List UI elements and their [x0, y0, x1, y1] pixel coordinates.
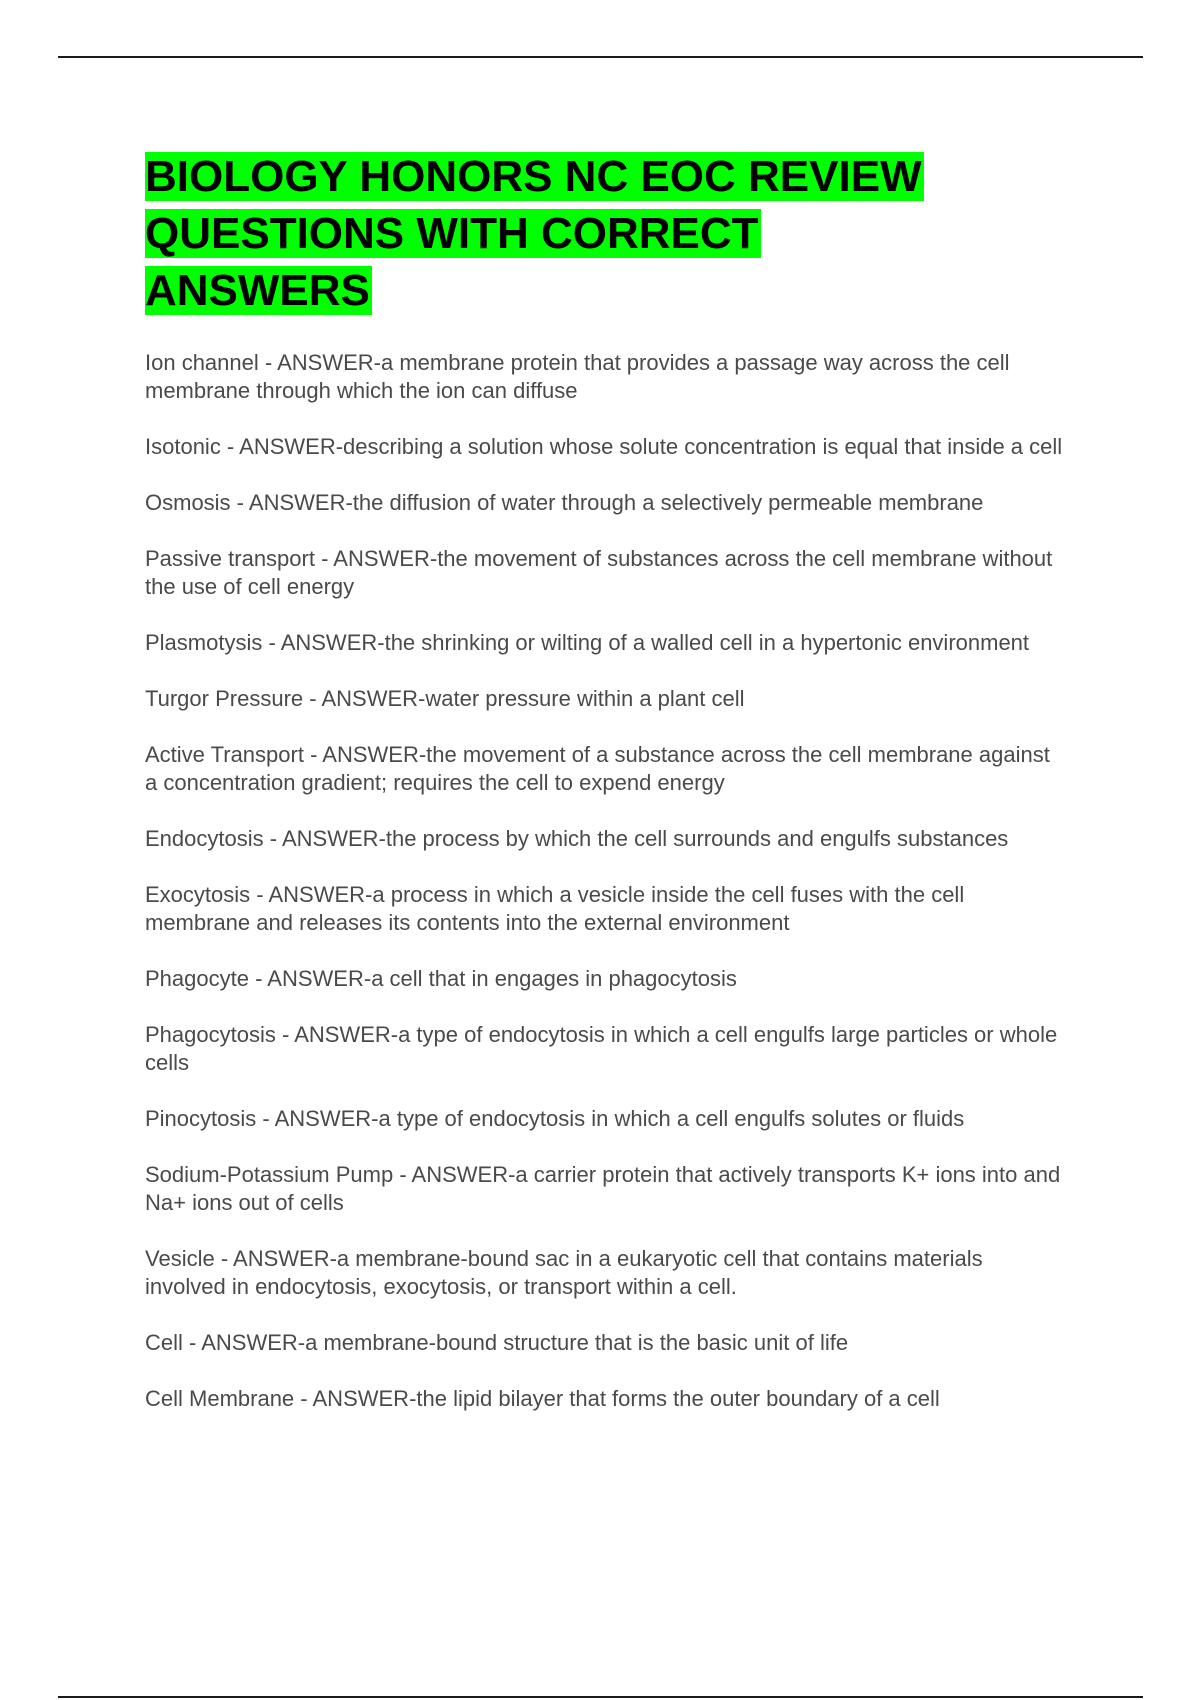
title-line-3: ANSWERS: [145, 266, 370, 315]
term-entry-turgor-pressure: Turgor Pressure - ANSWER-water pressure within a plant cell: [145, 686, 745, 711]
term-entry-exocytosis: Exocytosis - ANSWER-a process in which a vesicle inside the cell fuses with the cell membrane and releases its contents into the external environment: [145, 882, 965, 935]
term-entry-cell-membrane: Cell Membrane - ANSWER-the lipid bilayer that forms the outer boundary of a cell: [145, 1386, 940, 1411]
term-entry-osmosis: Osmosis - ANSWER-the diffusion of water through a selectively permeable membrane: [145, 490, 984, 515]
term-entry-pinocytosis: Pinocytosis - ANSWER-a type of endocytosis in which a cell engulfs solutes or fluids: [145, 1106, 965, 1131]
document-title: [145, 148, 1065, 319]
term-entry-ion-channel: Ion channel - ANSWER-a membrane protein that provides a passage way across the cell membrane through which the ion can diffuse: [145, 350, 1010, 403]
term-entry-phagocyte: Phagocyte - ANSWER-a cell that in engages in phagocytosis: [145, 966, 737, 991]
term-entry-cell: Cell - ANSWER-a membrane-bound structure that is the basic unit of life: [145, 1330, 849, 1355]
term-list: [145, 349, 1065, 1413]
header-rule: [58, 56, 1143, 58]
term-entry-vesicle: Vesicle - ANSWER-a membrane-bound sac in a eukaryotic cell that contains materials involved in endocytosis, exocytosis, or transport within a cell.: [145, 1246, 983, 1299]
term-entry-passive-transport: Passive transport - ANSWER-the movement of substances across the cell membrane without the use of cell energy: [145, 546, 1053, 599]
footer-rule: [58, 1696, 1143, 1698]
term-entry-endocytosis: Endocytosis - ANSWER-the process by which the cell surrounds and engulfs substances: [145, 826, 1009, 851]
document-body: [145, 148, 1065, 1441]
term-entry-active-transport: Active Transport - ANSWER-the movement of a substance across the cell membrane against a concentration gradient; requires the cell to expend energy: [145, 742, 1050, 795]
title-line-2: QUESTIONS WITH CORRECT: [145, 209, 759, 258]
term-entry-isotonic: Isotonic - ANSWER-describing a solution whose solute concentration is equal that inside a cell: [145, 434, 1063, 459]
term-entry-plasmotysis: Plasmotysis - ANSWER-the shrinking or wilting of a walled cell in a hypertonic environment: [145, 630, 1030, 655]
term-entry-phagocytosis: Phagocytosis - ANSWER-a type of endocytosis in which a cell engulfs large particles or whole cells: [145, 1022, 1058, 1075]
term-entry-sodium-potassium-pump: Sodium-Potassium Pump - ANSWER-a carrier protein that actively transports K+ ions into and Na+ ions out of cells: [145, 1162, 1061, 1215]
title-line-1: BIOLOGY HONORS NC EOC REVIEW: [145, 152, 922, 201]
